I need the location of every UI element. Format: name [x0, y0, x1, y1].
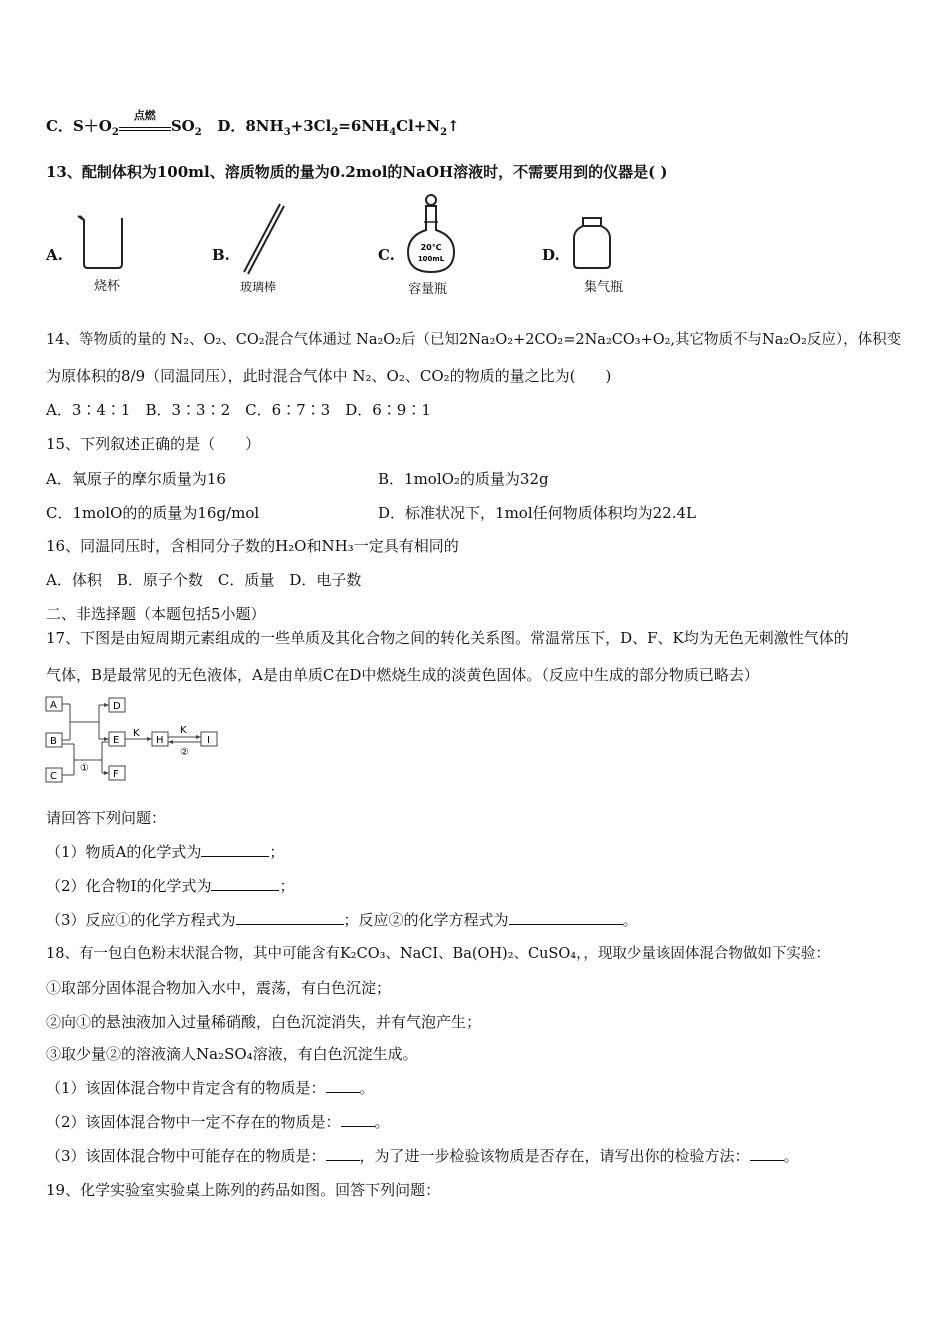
q16-stem: 16、同温同压时，含相同分子数的H₂O和NH₃一定具有相同的 — [46, 537, 459, 555]
flask-volume: 100mL — [417, 255, 445, 263]
q15-option-b: B．1molO₂的质量为32g — [378, 470, 549, 488]
reaction-2-label: ② — [180, 747, 189, 758]
q13-option-d-letter: D. — [542, 246, 560, 264]
q17-line1: 17、下图是由短周期元素组成的一些单质及其化合物之间的转化关系图。常温常压下，D、F、K均为无色无刺激性气体的 — [46, 629, 849, 647]
condition-label: 点燃 — [133, 109, 156, 122]
answer-blank[interactable] — [201, 842, 269, 857]
q15-option-c: C．1molO的的质量为16g/mol — [46, 504, 260, 522]
q15-option-d: D．标准状况下，1mol任何物质体积均为22.4L — [378, 504, 696, 522]
box-i-label: I — [207, 735, 210, 746]
reaction-1-label: ① — [80, 763, 89, 774]
q14-options: A．3∶4∶1 B．3∶3∶2 C．6∶7∶3 D．6∶9∶1 — [46, 401, 431, 419]
section-heading: 二、非选择题（本题包括5小题） — [46, 605, 266, 623]
q18-step2: ②向①的悬浊液加入过量稀硝酸，白色沉淀消失，并有气泡产生； — [46, 1013, 482, 1031]
conversion-diagram — [44, 694, 224, 786]
q18-step3: ③取少量②的溶液滴人Na₂SO₄溶液，有白色沉淀生成。 — [46, 1045, 418, 1063]
answer-blank[interactable] — [211, 876, 279, 891]
box-c-label: C — [50, 771, 57, 782]
flask-temp: 20℃ — [420, 243, 442, 252]
q13-stem: 13、配制体积为100ml、溶质物质的量为0.2mol的NaOH溶液时，不需要用到的仪器是( ) — [46, 163, 668, 181]
gas-jar-icon — [570, 214, 614, 270]
answer-blank[interactable] — [236, 910, 344, 925]
q17-line2: 气体，B是最常见的无色液体，A是由单质C在D中燃烧生成的淡黄色固体。（反应中生成的部分物质已略去） — [46, 666, 759, 684]
box-a-label: A — [50, 700, 57, 711]
answer-blank[interactable] — [750, 1146, 784, 1161]
q13-option-d-label: 集气瓶 — [584, 280, 624, 295]
reaction-arrow — [119, 109, 171, 131]
q13-option-a-letter: A. — [46, 246, 63, 264]
arrow-k2-label: K — [180, 725, 187, 736]
q16-options: A．体积 B．原子个数 C．质量 D．电子数 — [46, 571, 362, 589]
box-d-label: D — [113, 701, 121, 712]
q18-step1: ①取部分固体混合物加入水中，震荡，有白色沉淀； — [46, 979, 392, 997]
beaker-icon — [74, 212, 130, 272]
q13-option-b-label: 玻璃棒 — [240, 280, 277, 294]
arrow-k1-label: K — [133, 728, 140, 739]
q13-option-b-letter: B. — [212, 246, 230, 264]
q14-line2: 为原体积的8/9（同温同压），此时混合气体中 N₂、O₂、CO₂的物质的量之比为( ) — [46, 367, 612, 385]
box-f-label: F — [113, 769, 119, 780]
q13-option-c-letter: C. — [378, 246, 395, 264]
q17-prompt: 请回答下列问题： — [46, 809, 167, 827]
q17-sub1: （1）物质A的化学式为 ； — [46, 843, 285, 861]
q15-stem: 15、下列叙述正确的是（ ） — [46, 435, 261, 453]
q12-options: C．$S+O_2$ 点燃 $SO_2$ D．$8NH_3+3Cl_2=6NH_4Cl+N_2↑$ — [46, 116, 460, 143]
answer-blank[interactable] — [509, 910, 623, 925]
q18-sub2: （2）该固体混合物中一定不存在的物质是： 。 — [46, 1113, 390, 1131]
volumetric-flask-icon — [400, 192, 462, 278]
q18-sub3: （3）该固体混合物中可能存在的物质是： ，为了进一步检验该物质是否存在，请写出你的检验方法： 。 — [46, 1147, 799, 1165]
answer-blank[interactable] — [326, 1146, 360, 1161]
answer-blank[interactable] — [341, 1112, 375, 1127]
q18-sub1: （1）该固体混合物中肯定含有的物质是： 。 — [46, 1079, 375, 1097]
glass-rod-icon — [232, 200, 292, 280]
q14-line1: 14、等物质的量的 N₂、O₂、CO₂混合气体通过 Na₂O₂后（已知2Na₂O₂+2CO₂=2Na₂CO₃+O₂,其它物质不与Na₂O₂反应），体积变 — [46, 332, 902, 348]
box-e-label: E — [113, 735, 120, 746]
q18-stem: 18、有一包白色粉末状混合物，其中可能含有K₂CO₃、NaCI、Ba(OH)₂、CuSO₄，，现取少量该固体混合物做如下实验： — [46, 946, 830, 962]
box-b-label: B — [50, 736, 57, 747]
q17-sub2: （2）化合物I的化学式为 ； — [46, 877, 295, 895]
q17-sub3: （3）反应①的化学方程式为 ；反应②的化学方程式为 。 — [46, 911, 638, 929]
q19-stem: 19、化学实验室实验桌上陈列的药品如图。回答下列问题： — [46, 1181, 441, 1199]
q15-option-a: A．氧原子的摩尔质量为16 — [46, 470, 226, 488]
q13-option-a-label: 烧杯 — [94, 279, 121, 294]
box-h-label: H — [156, 735, 164, 746]
answer-blank[interactable] — [326, 1078, 360, 1093]
q13-option-c-label: 容量瓶 — [408, 282, 448, 297]
